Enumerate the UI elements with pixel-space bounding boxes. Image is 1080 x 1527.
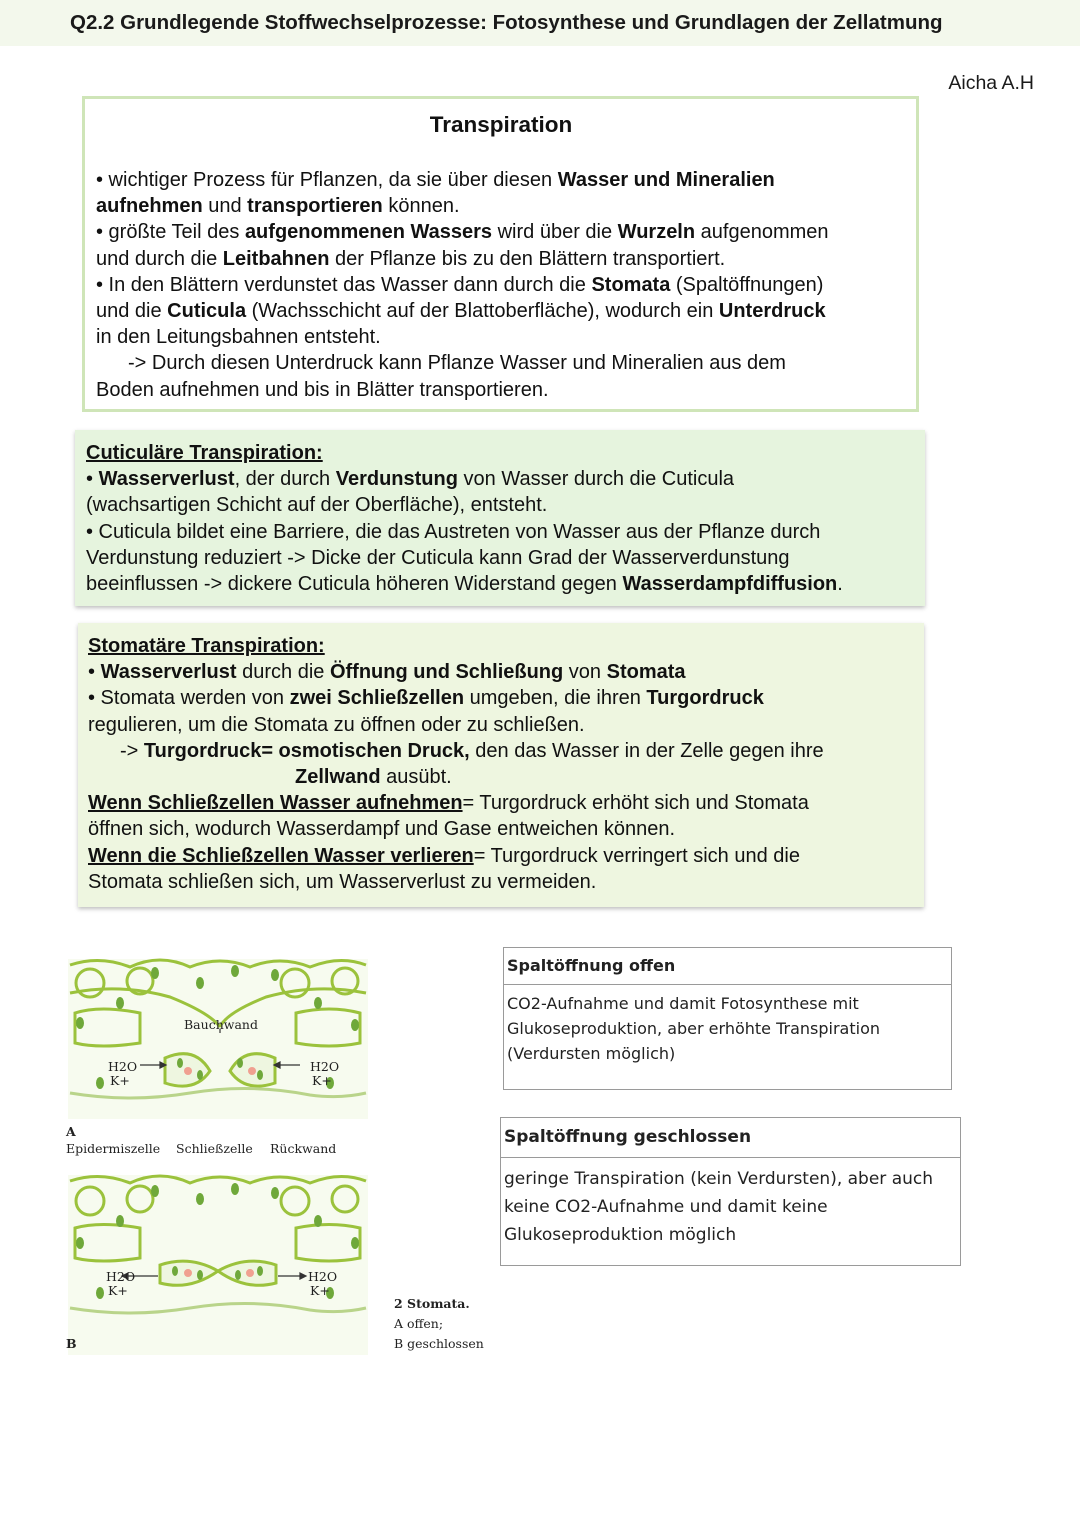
text-line: in den Leitungsbahnen entsteht.	[96, 326, 381, 349]
panel-b-closed	[68, 1175, 368, 1355]
text-line: Wenn Schließzellen Wasser aufnehmen= Turgordruck erhöht sich und Stomata	[88, 792, 809, 815]
label-k: K+	[310, 1283, 330, 1298]
stomata-box	[78, 623, 924, 907]
panel-a-open	[68, 959, 368, 1119]
cell-line: geringe Transpiration (kein Verdursten), aber auch	[504, 1169, 934, 1189]
table-header: Spaltöffnung offen	[504, 948, 951, 985]
label-h2o: H2O	[106, 1269, 136, 1284]
text-line: Stomata schließen sich, um Wasserverlust zu vermeiden.	[88, 870, 597, 893]
caption-title: 2 Stomata.	[394, 1296, 470, 1311]
cuticula-heading: Cuticuläre Transpiration:	[86, 442, 323, 464]
table-cell	[504, 985, 951, 1066]
cell-line: keine CO2-Aufnahme und damit keine	[504, 1197, 828, 1217]
text-line: Wenn die Schließzellen Wasser verlieren= Turgordruck verringert sich und die	[88, 844, 800, 867]
page-title: Q2.2 Grundlegende Stoffwechselprozesse: Fotosynthese und Grundlagen der Zellatmung	[70, 11, 943, 34]
text-line: • In den Blättern verdunstet das Wasser dann durch die Stomata (Spaltöffnungen)	[96, 273, 824, 296]
cell-line: Glukoseproduktion möglich	[504, 1225, 737, 1245]
label-h2o: H2O	[310, 1059, 340, 1074]
caption-line: B geschlossen	[394, 1336, 484, 1351]
caption-line: A offen;	[394, 1316, 444, 1331]
text-line: und durch die Leitbahnen der Pflanze bis zu den Blättern transportiert.	[96, 247, 726, 270]
figure-caption	[394, 1294, 484, 1354]
text-line: • größte Teil des aufgenommenen Wassers wird über die Wurzeln aufgenommen	[96, 221, 829, 244]
table-stoma-closed	[500, 1117, 961, 1266]
text-line: und die Cuticula (Wachsschicht auf der Blattoberfläche), wodurch ein Unterdruck	[96, 300, 826, 323]
cuticula-box	[75, 430, 925, 606]
label-k: K+	[312, 1073, 332, 1088]
author-name: Aicha A.H	[948, 72, 1034, 94]
text-line: • wichtiger Prozess für Pflanzen, da sie über diesen Wasser und Mineralien	[96, 169, 775, 191]
text-line: beeinflussen -> dickere Cuticula höheren Widerstand gegen Wasserdampfdiffusion.	[86, 573, 843, 596]
text-line: Zellwand ausübt.	[295, 766, 452, 789]
table-cell	[501, 1158, 960, 1249]
label-h2o: H2O	[308, 1269, 338, 1284]
cell-line: Glukoseproduktion, aber erhöhte Transpiration	[507, 1019, 880, 1038]
text-line: öffnen sich, wodurch Wasserdampf und Gase entweichen können.	[88, 818, 676, 841]
text-line: • Cuticula bildet eine Barriere, die das Austreten von Wasser aus der Pflanze durch	[86, 520, 821, 543]
table-header: Spaltöffnung geschlossen	[501, 1118, 960, 1158]
text-line: Verdunstung reduziert -> Dicke der Cuticula kann Grad der Wasserverdunstung	[86, 546, 790, 569]
cell-line: (Verdursten möglich)	[507, 1044, 676, 1063]
label-epidermiszelle: Epidermiszelle	[66, 1141, 161, 1156]
text-line: • Wasserverlust, der durch Verdunstung von Wasser durch die Cuticula	[86, 468, 735, 491]
text-line: • Stomata werden von zwei Schließzellen umgeben, die ihren Turgordruck	[88, 687, 764, 710]
label-h2o: H2O	[108, 1059, 138, 1074]
label-panel-a: A	[66, 1124, 76, 1139]
text-line: • Wasserverlust durch die Öffnung und Schließung von Stomata	[88, 661, 686, 684]
label-k: K+	[108, 1283, 128, 1298]
cell-line: CO2-Aufnahme und damit Fotosynthese mit	[507, 994, 859, 1013]
table-stoma-open	[503, 947, 952, 1090]
text-line: Boden aufnehmen und bis in Blätter transportieren.	[96, 378, 549, 401]
text-line: -> Durch diesen Unterdruck kann Pflanze Wasser und Mineralien aus dem	[128, 352, 786, 375]
stomata-heading: Stomatäre Transpiration:	[88, 635, 325, 657]
label-k: K+	[110, 1073, 130, 1088]
text-line: regulieren, um die Stomata zu öffnen oder zu schließen.	[88, 713, 585, 736]
text-line: (wachsartigen Schicht auf der Oberfläche), entsteht.	[86, 494, 548, 517]
label-bauchwand: Bauchwand	[184, 1017, 258, 1032]
label-rueckwand: Rückwand	[270, 1141, 337, 1156]
text-line: aufnehmen und transportieren können.	[96, 195, 460, 218]
label-schliesszelle: Schließzelle	[176, 1141, 253, 1156]
text-line: -> Turgordruck= osmotischen Druck, den das Wasser in der Zelle gegen ihre	[120, 739, 824, 762]
transpiration-title: Transpiration	[429, 112, 573, 137]
transpiration-box	[82, 96, 919, 412]
label-panel-b: B	[66, 1336, 77, 1351]
